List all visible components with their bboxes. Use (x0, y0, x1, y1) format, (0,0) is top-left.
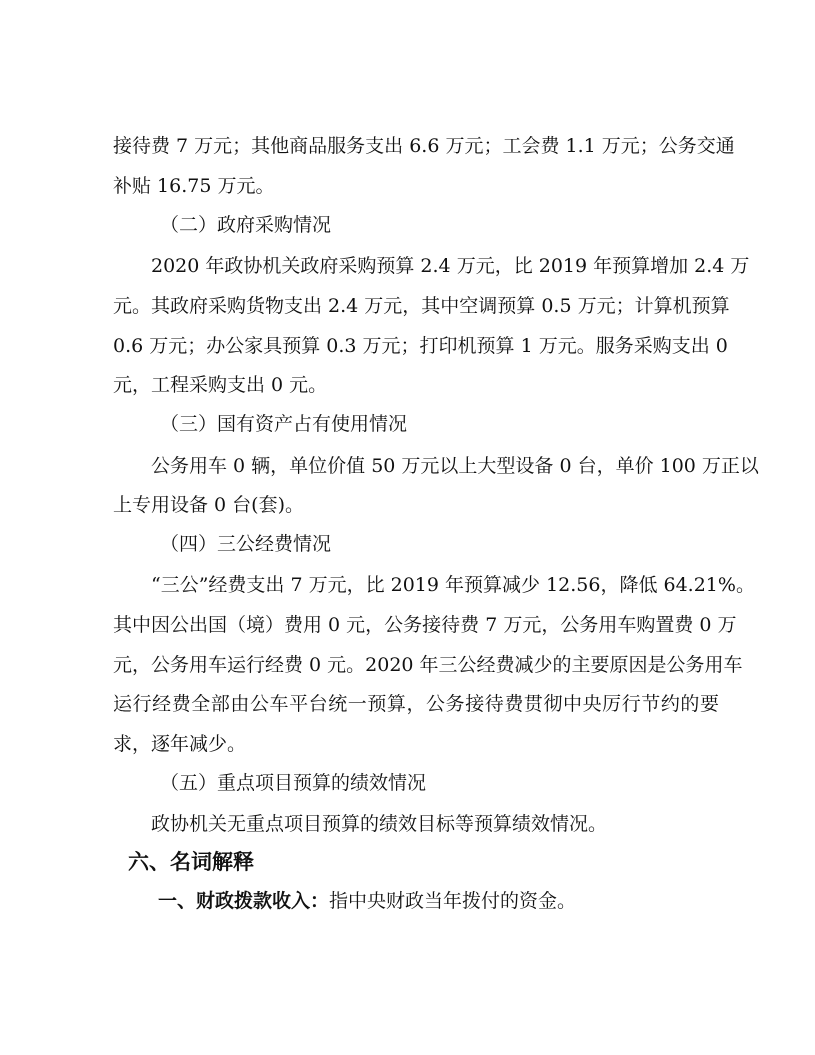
term-definition (158, 889, 719, 913)
body-line: 其中因公出国（境）费用 0 元，公务接待费 7 万元，公务用车购置费 0 万 (113, 614, 737, 636)
body-line: 元。其政府采购货物支出 2.4 万元，其中空调预算 0.5 万元；计算机预算 (113, 295, 730, 317)
section-heading-purchase: （二）政府采购情况 (160, 214, 332, 236)
body-line: 元，公务用车运行经费 0 元。2020 年三公经费减少的主要原因是公务用车 (113, 654, 743, 676)
term-text: 指中央财政当年拨付的资金。 (329, 890, 577, 912)
body-line: 补贴 16.75 万元。 (113, 175, 275, 197)
body-line: 元，工程采购支出 0 元。 (113, 374, 328, 396)
body-line: 接待费 7 万元；其他商品服务支出 6.6 万元；工会费 1.1 万元；公务交通 (113, 135, 735, 157)
term-label: 一、财政拨款收入： (158, 890, 330, 912)
body-line: 政协机关无重点项目预算的绩效目标等预算绩效情况。 (151, 813, 608, 835)
section-heading-performance: （五）重点项目预算的绩效情况 (160, 772, 427, 794)
section-heading-terms: 六、名词解释 (128, 850, 254, 874)
body-line: 0.6 万元；办公家具预算 0.3 万元；打印机预算 1 万元。服务采购支出 0 (113, 335, 728, 357)
body-line: 公务用车 0 辆，单位价值 50 万元以上大型设备 0 台，单价 100 万正以 (151, 455, 759, 477)
section-heading-three-public: （四）三公经费情况 (160, 533, 332, 555)
body-line: 上专用设备 0 台(套)。 (113, 494, 304, 516)
body-line: 求，逐年减少。 (113, 733, 247, 755)
section-heading-assets: （三）国有资产占有使用情况 (160, 413, 408, 435)
body-line: “三公”经费支出 7 万元，比 2019 年预算减少 12.56，降低 64.21%。 (151, 574, 755, 596)
body-line: 运行经费全部由公车平台统一预算，公务接待费贯彻中央厉行节约的要 (113, 693, 719, 715)
body-line: 2020 年政协机关政府采购预算 2.4 万元，比 2019 年预算增加 2.4 万 (151, 255, 750, 277)
